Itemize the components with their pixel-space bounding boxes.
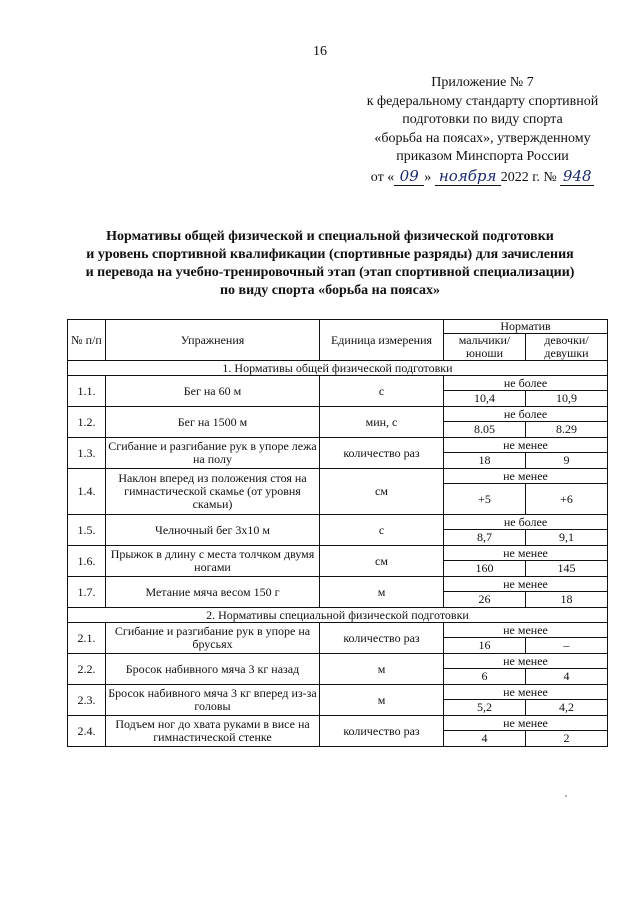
row-num: 2.3.: [68, 685, 106, 716]
title-line: Нормативы общей физической и специальной физической подготовки: [106, 229, 554, 244]
appendix-line: к федеральному стандарту спортивной: [366, 93, 599, 109]
row-unit: количество раз: [320, 716, 444, 747]
row-exercise: Сгибание и разгибание рук в упоре лежа на полу: [106, 438, 320, 469]
scan-speck: [565, 795, 567, 797]
row-exercise: Бег на 60 м: [106, 376, 320, 407]
title-line: и уровень спортивной квалификации (спортивные разряды) для зачисления: [86, 247, 574, 262]
title-line: по виду спорта «борьба на поясах»: [219, 283, 441, 298]
row-unit: с: [320, 515, 444, 546]
handwritten-day: 09: [394, 167, 424, 187]
row-unit: м: [320, 577, 444, 608]
row-boys-value: 8,7: [444, 530, 526, 546]
row-girls-value: 18: [526, 592, 608, 608]
header-girls: девочки/ девушки: [526, 334, 608, 361]
date-mid: »: [424, 169, 432, 185]
row-girls-value: 4: [526, 669, 608, 685]
row-boys-value: 18: [444, 453, 526, 469]
header-unit: Единица измерения: [320, 320, 444, 361]
row-num: 1.6.: [68, 546, 106, 577]
row-num: 2.1.: [68, 623, 106, 654]
row-num: 1.5.: [68, 515, 106, 546]
row-exercise: Наклон вперед из положения стоя на гимнастической скамье (от уровня скамьи): [106, 469, 320, 515]
row-girls-value: 9: [526, 453, 608, 469]
row-condition: не менее: [444, 577, 608, 592]
row-num: 1.3.: [68, 438, 106, 469]
row-girls-value: 145: [526, 561, 608, 577]
row-num: 1.7.: [68, 577, 106, 608]
row-condition: не менее: [444, 469, 608, 484]
row-unit: м: [320, 654, 444, 685]
header-exercise: Упражнения: [106, 320, 320, 361]
row-unit: количество раз: [320, 623, 444, 654]
header-norm: Норматив: [444, 320, 608, 334]
row-exercise: Подъем ног до хвата руками в висе на гимнастической стенке: [106, 716, 320, 747]
row-unit: с: [320, 376, 444, 407]
row-girls-value: 2: [526, 731, 608, 747]
row-condition: не менее: [444, 546, 608, 561]
row-num: 1.4.: [68, 469, 106, 515]
title-line: и перевода на учебно-тренировочный этап (этап спортивной специализации): [85, 265, 575, 280]
row-unit: м: [320, 685, 444, 716]
date-year: 2022 г. №: [500, 169, 557, 185]
row-unit: см: [320, 469, 444, 515]
row-boys-value: 8.05: [444, 422, 526, 438]
row-girls-value: –: [526, 638, 608, 654]
row-num: 2.4.: [68, 716, 106, 747]
appendix-title: Приложение № 7: [431, 75, 534, 90]
row-boys-value: 4: [444, 731, 526, 747]
handwritten-month: ноября: [435, 167, 501, 187]
row-boys-value: 16: [444, 638, 526, 654]
date-prefix: от «: [370, 169, 395, 185]
header-num: № п/п: [68, 320, 106, 361]
row-boys-value: 26: [444, 592, 526, 608]
header-boys: мальчики/ юноши: [444, 334, 526, 361]
row-exercise: Бег на 1500 м: [106, 407, 320, 438]
row-unit: мин, с: [320, 407, 444, 438]
handwritten-order-number: 948: [560, 167, 594, 187]
row-exercise: Бросок набивного мяча 3 кг назад: [106, 654, 320, 685]
section-title: 1. Нормативы общей физической подготовки: [68, 361, 608, 376]
row-exercise: Метание мяча весом 150 г: [106, 577, 320, 608]
row-girls-value: 9,1: [526, 530, 608, 546]
row-unit: количество раз: [320, 438, 444, 469]
section-title: 2. Нормативы специальной физической подготовки: [68, 608, 608, 623]
row-boys-value: 160: [444, 561, 526, 577]
row-exercise: Бросок набивного мяча 3 кг вперед из-за головы: [106, 685, 320, 716]
row-boys-value: +5: [444, 484, 526, 515]
row-condition: не менее: [444, 716, 608, 731]
page-number: 16: [313, 44, 327, 59]
row-condition: не более: [444, 515, 608, 530]
row-boys-value: 10,4: [444, 391, 526, 407]
row-condition: не менее: [444, 438, 608, 453]
appendix-date-line: [330, 167, 635, 188]
row-num: 1.1.: [68, 376, 106, 407]
row-condition: не менее: [444, 685, 608, 700]
row-boys-value: 6: [444, 669, 526, 685]
row-girls-value: 10,9: [526, 391, 608, 407]
row-condition: не более: [444, 407, 608, 422]
appendix-line: приказом Минспорта России: [396, 149, 569, 164]
norms-table: [67, 319, 608, 747]
appendix-line: подготовки по виду спорта: [402, 112, 563, 127]
row-exercise: Челночный бег 3х10 м: [106, 515, 320, 546]
row-exercise: Сгибание и разгибание рук в упоре на брусьях: [106, 623, 320, 654]
row-condition: не более: [444, 376, 608, 391]
row-exercise: Прыжок в длину с места толчком двумя ногами: [106, 546, 320, 577]
document-title: [40, 228, 620, 300]
row-girls-value: +6: [526, 484, 608, 515]
row-num: 2.2.: [68, 654, 106, 685]
row-unit: см: [320, 546, 444, 577]
row-num: 1.2.: [68, 407, 106, 438]
row-boys-value: 5,2: [444, 700, 526, 716]
row-condition: не менее: [444, 654, 608, 669]
row-girls-value: 8.29: [526, 422, 608, 438]
appendix-line: «борьба на поясах», утвержденному: [374, 130, 591, 146]
row-condition: не менее: [444, 623, 608, 638]
row-girls-value: 4,2: [526, 700, 608, 716]
appendix-block: [330, 74, 635, 187]
